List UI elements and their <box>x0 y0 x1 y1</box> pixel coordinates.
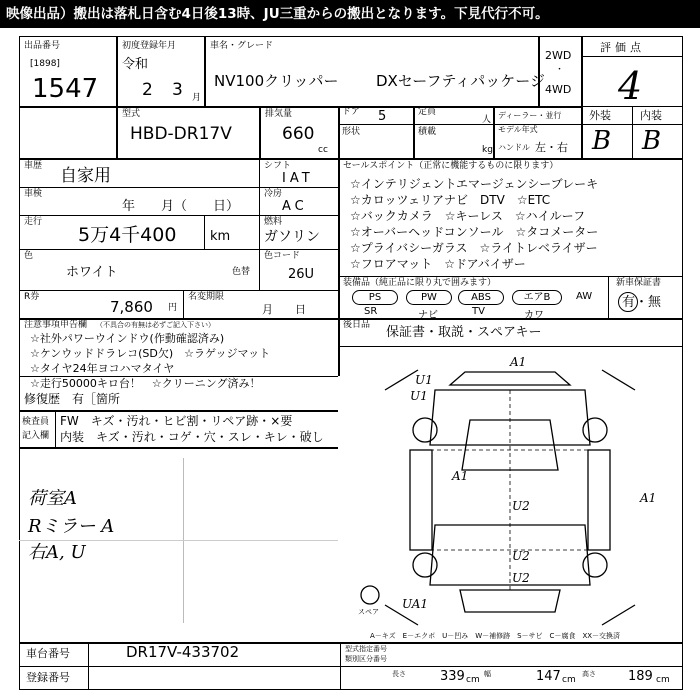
attached-value: 保証書・取説・スペアキー <box>386 325 542 340</box>
tax-unit: 円 <box>168 303 178 313</box>
handle-label: ハンドル <box>498 143 530 152</box>
damage-mark: U1 <box>415 373 433 387</box>
notes-sub: （不具合の有無は必ずご記入下さい） <box>96 321 215 329</box>
inspection-value: 年 月（ 日） <box>122 199 240 214</box>
score-label: 評価点 <box>600 41 645 54</box>
dealer-label: ディーラー・並行 <box>498 111 562 120</box>
length-value: 339 <box>440 669 465 684</box>
manual-circle <box>618 292 638 312</box>
width-value: 147 <box>536 669 561 684</box>
displacement-label: 排気量 <box>265 109 293 119</box>
mileage-label: 走行 <box>24 217 43 227</box>
attached-label: 後日品 <box>343 320 371 330</box>
ext-grade: B <box>592 126 612 156</box>
auction-banner: 映像出品）搬出は落札日含む4日後13時、JU三重からの搬出となります。下見代行不可。 <box>0 0 700 28</box>
damage-mark: UA1 <box>402 597 429 611</box>
first-reg-month: 3 <box>172 80 183 100</box>
ac-value: AC <box>282 199 308 214</box>
chassis-label: 車台番号 <box>26 647 70 660</box>
damage-mark: U1 <box>410 389 428 403</box>
equip-tv: TV <box>472 306 485 317</box>
registration-label: 登録番号 <box>26 671 70 684</box>
height-unit: cm <box>656 675 670 685</box>
sales-point-item: ☆バックカメラ ☆キーレス ☆ハイルーフ <box>350 209 586 223</box>
width-label: 幅 <box>484 670 491 678</box>
load-label: 積載 <box>418 127 437 137</box>
inspector-row-2: 内装 キズ・汚れ・コゲ・穴・スレ・キレ・破し <box>60 430 324 444</box>
drive-4wd: 4WD <box>545 83 572 96</box>
equip-sr: SR <box>364 306 378 317</box>
equipment-label: 装備品（純正品に限り丸で囲みます） <box>343 278 497 288</box>
sales-points-label: セールスポイント（正常に機能するものに限ります） <box>343 161 559 171</box>
lot-sub: [1898] <box>30 59 60 69</box>
drive-2wd: 2WD <box>545 49 572 62</box>
mileage-value: 5万4千400 <box>78 224 177 246</box>
equip-ps: PS <box>352 290 398 305</box>
manual-value: 有・無 <box>622 295 662 310</box>
width-unit: cm <box>562 675 576 685</box>
sales-point-item: ☆プライバシーガラス ☆ライトレベライザー <box>350 241 598 255</box>
color-change-label: 色替 <box>232 267 251 277</box>
mileage-unit: km <box>210 229 231 244</box>
damage-legend: A－キズ E－エクボ U－凹み W－補修跡 S－サビ C－腐食 XX－交換済 <box>370 632 621 640</box>
name-change-value: 月 日 <box>262 303 306 316</box>
car-grade: DXセーフティパッケージ <box>376 72 545 90</box>
equip-pw: PW <box>406 290 452 305</box>
chassis-value: DR17V-433702 <box>126 643 240 661</box>
damage-mark: U2 <box>512 571 530 585</box>
fuel-label: 燃料 <box>264 217 283 227</box>
first-reg-year: 2 <box>142 80 153 100</box>
handwritten-note-3: 右A, U <box>28 542 86 563</box>
shape-label: 形状 <box>342 127 361 137</box>
sales-points-list <box>350 176 598 272</box>
repair-history: 修復歴 有［箇所 <box>24 392 121 406</box>
note-item: ☆タイヤ24年ヨコハマタイヤ <box>30 362 175 375</box>
inspector-row-1: FW キズ・汚れ・ヒビ割・リペア跡・×要 <box>60 414 293 428</box>
lot-label: 出品番号 <box>24 41 61 51</box>
capacity-unit: 人 <box>482 115 492 125</box>
int-grade: B <box>642 126 662 156</box>
color-code: 26U <box>288 267 315 282</box>
tax-value: 7,860 <box>110 298 153 316</box>
first-reg-month-unit: 月 <box>192 93 202 103</box>
int-label: 内装 <box>640 109 662 122</box>
lot-number: 1547 <box>32 74 99 104</box>
category-value: 自家用 <box>60 166 111 186</box>
name-change-label: 名変期限 <box>188 292 225 302</box>
fuel-value: ガソリン <box>264 229 320 245</box>
spare-label: スペア <box>358 608 379 616</box>
notes-list <box>30 331 270 391</box>
damage-mark: U2 <box>512 499 530 513</box>
ac-label: 冷房 <box>264 189 283 199</box>
note-item: ☆社外パワーウインドウ(作動確認済み) <box>30 332 225 345</box>
capacity-label: 定員 <box>418 107 437 117</box>
equip-airbag: エアB <box>512 290 562 305</box>
inspector-label-2: 記入欄 <box>22 431 50 441</box>
color-label: 色 <box>24 251 34 261</box>
height-label: 高さ <box>582 670 596 678</box>
inspection-label: 車検 <box>24 189 43 199</box>
car-damage-diagram <box>340 350 683 633</box>
inspector-label-1: 検査員 <box>22 417 50 427</box>
displacement-value: 660 <box>282 124 315 144</box>
color-value: ホワイト <box>66 265 118 280</box>
length-unit: cm <box>466 675 480 685</box>
note-item: ☆走行50000キロ台！ ☆クリーニング済み！ <box>30 377 261 390</box>
handle-value: 左・右 <box>535 141 568 154</box>
doors-value: 5 <box>378 109 387 124</box>
equip-navi: ナビ <box>418 310 438 321</box>
damage-mark: A1 <box>452 469 469 483</box>
ext-label: 外装 <box>589 109 611 122</box>
model-label: 型式 <box>122 109 141 119</box>
first-reg-era: 令和 <box>122 57 149 72</box>
manual-label: 新車保証書 <box>616 278 662 288</box>
model-year-label: モデル年式 <box>498 125 538 134</box>
handwritten-note-2: Rミラー A <box>28 516 115 537</box>
class-number-label: 類別区分番号 <box>345 655 387 663</box>
car-name: NV100クリッパー <box>214 72 339 90</box>
model-value: HBD-DR17V <box>130 124 232 144</box>
score-value: 4 <box>618 64 643 108</box>
equip-aw: AW <box>576 291 593 302</box>
equip-abs: ABS <box>458 290 504 305</box>
drive-dot: ・ <box>555 65 565 75</box>
doors-label: ドア <box>342 107 360 117</box>
notes-label: 注意事項申告欄 <box>24 320 88 330</box>
height-value: 189 <box>628 669 653 684</box>
note-item: ☆ケンウッドドラレコ(SD欠) ☆ラゲッジマット <box>30 347 271 360</box>
tax-label: R券 <box>24 292 40 302</box>
car-label: 車名・グレード <box>210 41 274 51</box>
sales-point-item: ☆フロアマット ☆ドアバイザー <box>350 257 526 271</box>
sales-point-item: ☆インテリジェントエマージェンシーブレーキ <box>350 177 599 191</box>
handwritten-note-1: 荷室A <box>28 488 77 509</box>
equip-leather: カワ <box>524 310 544 321</box>
sales-point-item: ☆オーバーヘッドコンソール ☆タコメーター <box>350 225 599 239</box>
damage-mark: A1 <box>640 491 657 505</box>
displacement-unit: cc <box>318 145 328 155</box>
first-reg-label: 初度登録年月 <box>122 41 177 51</box>
shift-value: IAT <box>282 171 314 186</box>
model-number-label: 型式指定番号 <box>345 645 387 653</box>
length-label: 長さ <box>392 670 406 678</box>
sales-point-item: ☆カロッツェリアナビ DTV ☆ETC <box>350 193 551 207</box>
shift-label: シフト <box>264 161 292 171</box>
load-unit: kg <box>482 145 493 155</box>
category-label: 車歴 <box>24 161 43 171</box>
damage-mark: U2 <box>512 549 530 563</box>
damage-mark: A1 <box>510 355 527 369</box>
color-code-label: 色コード <box>264 251 301 261</box>
